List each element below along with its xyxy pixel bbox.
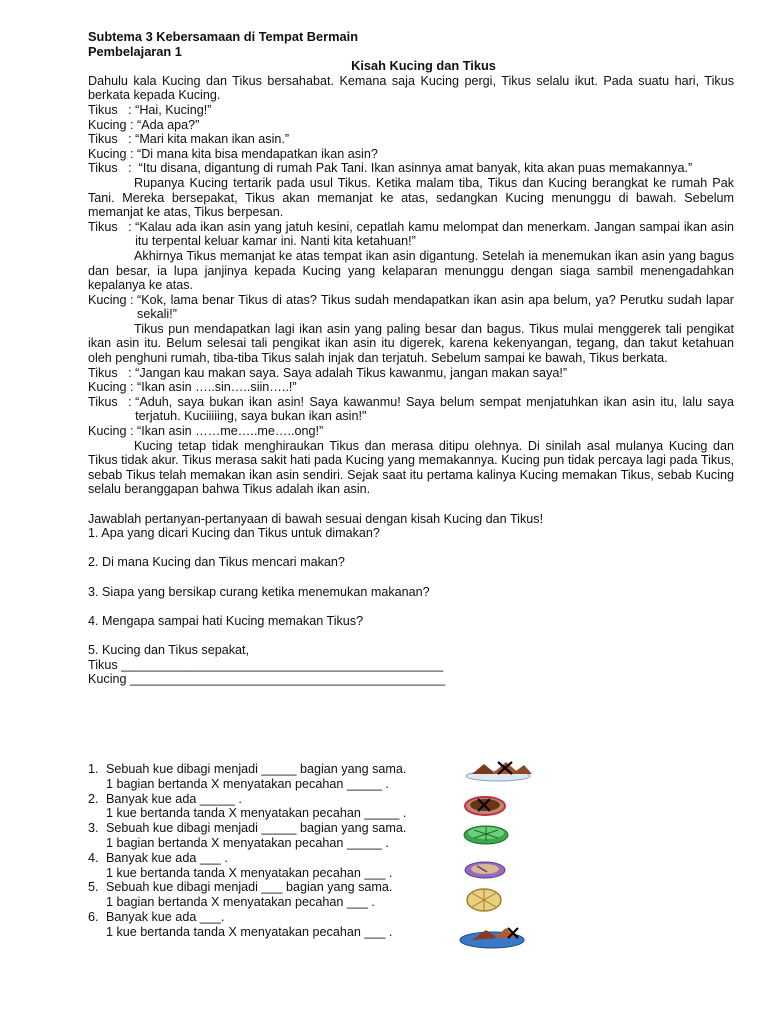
- dialogue-text: “Mari kita makan ikan asin.”: [135, 132, 290, 147]
- dialogue-text: “Ada apa?”: [137, 117, 200, 132]
- dialogue-line: [88, 147, 734, 162]
- item-number: 3.: [88, 821, 99, 836]
- dialogue-line: [88, 103, 734, 118]
- story-paragraph: Akhirnya Tikus memanjat ke atas tempat ikan asin digantung. Setelah ia menemukan ikan asin yang bagus dan besar, ia lupa janjinya kepada Kucing yang kelaparan menunggu dengan siaga sambil menengadahkan kepalanya ke atas.: [88, 248, 734, 293]
- item-number: 5.: [88, 880, 99, 895]
- story-paragraph: Kucing tetap tidak menghiraukan Tikus dan merasa ditipu olehnya. Di sinilah asal mulanya Kucing dan Tikus tidak akur. Tikus merasa sakit hati pada Kucing yang memakannya. Kucing pun tidak percaya lagi pada Tikus, sebab Tikus telah memakan ikan asin sendiri. Sejak saat itu pertama kalinya Kucing memakan Tikus, sebab Kucing selalu beranggapan bahwa Tikus adalah ikan asin.: [88, 438, 734, 497]
- item-number: 4.: [88, 850, 99, 865]
- item-number: 1.: [88, 762, 99, 776]
- item-line: Sebuah kue dibagi menjadi _____ bagian yang sama.: [106, 762, 407, 776]
- speaker-label: Tikus :: [88, 365, 136, 380]
- dialogue-text: “Aduh, saya bukan ikan asin! Saya kawanmu! Saya belum sempat menjatuhkan ikan asin itu, lalu saya terjatuh. Kuciiiiing, saya bukan ikan asin!": [135, 394, 734, 424]
- pizza-cake-icon: [464, 887, 504, 913]
- dialogue-text: “Hai, Kucing!”: [135, 102, 212, 117]
- cake-plate-icon: [458, 924, 526, 950]
- dialogue-text: “Ikan asin …..sin…..siin…..!”: [137, 380, 297, 395]
- dialogue-line: [88, 380, 734, 395]
- answer-line-tikus[interactable]: Tikus ______________________________________________: [88, 657, 444, 672]
- dialogue-line: [88, 293, 734, 322]
- dialogue-text: “Di mana kita bisa mendapatkan ikan asin?: [137, 146, 378, 161]
- speaker-label: Tikus :: [88, 161, 139, 176]
- dialogue-text: “Kalau ada ikan asin yang jatuh kesini, cepatlah kamu melompat dan menerkam. Jangan sampai ikan asin itu terpental keluar kamar ini. Nanti kita ketahuan!”: [135, 219, 734, 249]
- green-cake-icon: [462, 822, 510, 846]
- dialogue-line: [88, 161, 734, 176]
- cake-slices-icon: [462, 756, 534, 782]
- dialogue-text: “Ikan asin ……me…..me…..ong!”: [137, 424, 324, 439]
- item-number: 6.: [88, 909, 99, 924]
- item-line: 1 bagian bertanda X menyatakan pecahan _____ .: [106, 776, 389, 791]
- speaker-label: Tikus :: [88, 394, 136, 409]
- dialogue-line: [88, 366, 734, 381]
- story-title: Kisah Kucing dan Tikus: [351, 58, 496, 74]
- question-4: 4. Mengapa sampai hati Kucing memakan Tikus?: [88, 613, 364, 628]
- question-5: 5. Kucing dan Tikus sepakat,: [88, 642, 250, 657]
- dialogue-text: “Itu disana, digantung di rumah Pak Tani. Ikan asinnya amat banyak, kita akan puas memakannya.”: [138, 161, 693, 176]
- item-line: 1 bagian bertanda X menyatakan pecahan _____ .: [106, 835, 389, 850]
- speaker-label: Kucing :: [88, 424, 138, 439]
- question-3: 3. Siapa yang bersikap curang ketika menemukan makanan?: [88, 584, 430, 599]
- item-line: Sebuah kue dibagi menjadi ___ bagian yang sama.: [106, 880, 393, 895]
- dialogue-line: [88, 132, 734, 147]
- dialogue-line: [88, 424, 734, 439]
- speaker-label: Tikus :: [88, 102, 136, 117]
- worksheet-page: [88, 30, 734, 687]
- fraction-item: [88, 880, 528, 910]
- subtema-heading: Subtema 3 Kebersamaan di Tempat Bermain: [88, 29, 359, 44]
- questions-instruction: Jawablah pertanyan-pertanyaan di bawah sesuai dengan kisah Kucing dan Tikus!: [88, 511, 544, 526]
- dialogue-line: [88, 395, 734, 424]
- item-line: 1 kue bertanda tanda X menyatakan pecahan _____ .: [106, 806, 407, 821]
- answer-line-kucing[interactable]: Kucing _____________________________________________: [88, 672, 446, 687]
- item-number: 2.: [88, 791, 99, 806]
- item-line: Banyak kue ada _____ .: [106, 791, 242, 806]
- story-paragraph: Rupanya Kucing tertarik pada usul Tikus. Ketika malam tiba, Tikus dan Kucing berangkat ke rumah Pak Tani. Mereka bersepakat, Tikus akan memanjat ke atas, sedangkan Kucing menunggu di bawah. Sebelum memanjat ke atas, Tikus berpesan.: [88, 175, 734, 220]
- speaker-label: Kucing :: [88, 117, 138, 132]
- item-line: 1 bagian bertanda X menyatakan pecahan ___ .: [106, 895, 375, 910]
- story-intro: Dahulu kala Kucing dan Tikus bersahabat. Kemana saja Kucing pergi, Tikus selalu ikut. Pada suatu hari, Tikus berkata kepada Kucing.: [88, 73, 734, 103]
- question-2: 2. Di mana Kucing dan Tikus mencari makan?: [88, 555, 345, 570]
- fraction-exercise-list: [88, 762, 528, 940]
- dialogue-text: “Kok, lama benar Tikus di atas? Tikus sudah mendapatkan ikan asin apa belum, ya? Perutku sudah lapar sekali!”: [137, 292, 734, 322]
- speaker-label: Kucing :: [88, 146, 138, 161]
- dialogue-text: “Jangan kau makan saya. Saya adalah Tikus kawanmu, jangan makan saya!”: [135, 365, 568, 380]
- item-line: Banyak kue ada ___.: [106, 909, 225, 924]
- story-paragraph: Tikus pun mendapatkan lagi ikan asin yang paling besar dan bagus. Tikus mulai menggerek tali pengikat ikan asin itu. Belum selesai tali pengikat ikan asin itu digerek, karena kekenyangan, tegang, dan takut ketahuan oleh penghuni rumah, tiba-tiba Tikus salah injak dan terjatuh. Sebelum sampai ke bawah, Tikus berkata.: [88, 321, 734, 366]
- speaker-label: Kucing :: [88, 380, 138, 395]
- item-line: Sebuah kue dibagi menjadi _____ bagian yang sama.: [106, 821, 407, 836]
- dialogue-line: [88, 118, 734, 133]
- speaker-label: Tikus :: [88, 132, 136, 147]
- dialogue-line: [88, 220, 734, 249]
- chocolate-cake-icon: [462, 793, 508, 817]
- purple-cake-icon: [462, 858, 508, 880]
- speaker-label: Kucing :: [88, 292, 138, 307]
- item-line: 1 kue bertanda tanda X menyatakan pecahan ___ .: [106, 924, 393, 939]
- speaker-label: Tikus :: [88, 219, 136, 234]
- item-line: 1 kue bertanda tanda X menyatakan pecahan ___ .: [106, 865, 393, 880]
- item-line: Banyak kue ada ___ .: [106, 850, 228, 865]
- pembelajaran-heading: Pembelajaran 1: [88, 43, 182, 59]
- question-1: 1. Apa yang dicari Kucing dan Tikus untuk dimakan?: [88, 526, 380, 541]
